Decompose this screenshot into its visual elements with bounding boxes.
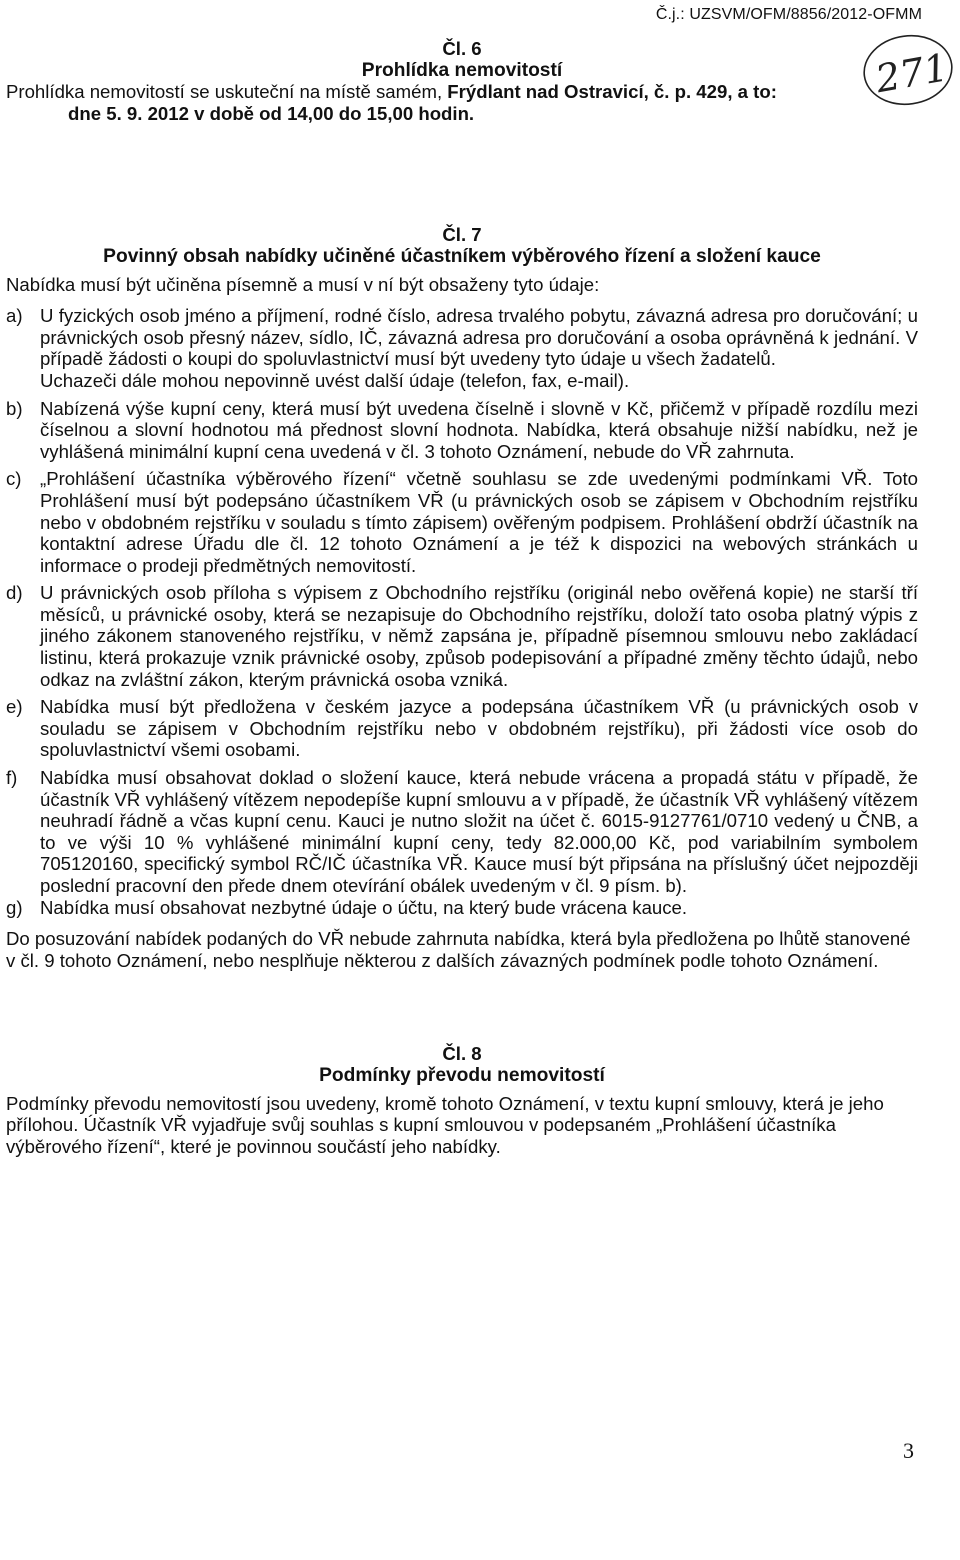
- article-6-text: [6, 81, 918, 103]
- article-7-number: Čl. 7: [442, 224, 482, 246]
- article-6-title: Prohlídka nemovitostí: [361, 59, 563, 81]
- list-item-b: [6, 398, 918, 463]
- list-item-f: [6, 767, 918, 897]
- article-7-closing: Do posuzování nabídek podaných do VŘ nebude zahrnuta nabídka, která byla předložena po lhůtě stanovené v čl. 9 tohoto Oznámení, nebo nesplňuje některou z dalších závazných podmínek podle tohoto Oznámení.: [6, 928, 911, 971]
- svg-text:271: 271: [872, 45, 952, 102]
- list-item-g: [6, 897, 918, 919]
- list-item-d: [6, 582, 918, 690]
- item-label: c): [6, 468, 22, 490]
- article-6-place: Frýdlant nad Ostravicí, č. p. 429, a to:: [447, 81, 777, 103]
- document-body: [6, 38, 918, 1157]
- article-7-title: Povinný obsah nabídky učiněné účastníkem výběrového řízení a složení kauce: [103, 245, 821, 267]
- item-label: b): [6, 397, 23, 419]
- article-8-text: Podmínky převodu nemovitostí jsou uvedeny, kromě tohoto Oznámení, v textu kupní smlouvy, která je jeho přílohou. Účastník VŘ vyjadřuje svůj souhlas s kupní smlouvou v podepsaném „Prohlášení účastníka výběrového řízení“, které je povinnou součástí jeho nabídky.: [6, 1092, 884, 1157]
- item-text: U fyzických osob jméno a příjmení, rodné číslo, adresa trvalého pobytu, závazná adresa pro doručování; u právnických osob přesný název, sídlo, IČ, závazná adresa pro doručování a osoba oprávněná k jednání. V případě žádosti o koupi do spoluvlastnictví musí být uvedeny tyto údaje u všech žadatelů.: [40, 305, 918, 370]
- item-text: U právnických osob příloha s výpisem z Obchodního rejstříku (originál nebo ověřená kopie) ne starší tří měsíců, u právnické osoby, která se nezapisuje do Obchodního rejstříku, doloží tato osoba platný výpis z jiného zákonem stanoveného rejstříku, v němž zapsána je, případně písemnou smlouvu nebo zakládací listinu, která prokazuje vznik právnické osoby, způsob podepisování a případné změny těchto údajů, nebo odkaz na zvláštní zákon, kterým právnická osoba vzniká.: [40, 582, 918, 690]
- item-label: d): [6, 582, 23, 604]
- list-item-e: [6, 696, 918, 761]
- item-text: Nabídka musí být předložena v českém jazyce a podepsána účastníkem VŘ (u právnických osob v souladu se zápisem v Obchodním rejstříku nebo v obdobném rejstříku), při žádosti více osob do spoluvlastnictví všemi osobami.: [40, 696, 918, 761]
- article-6-text-main: Prohlídka nemovitostí se uskuteční na místě samém,: [6, 81, 448, 103]
- article-8-title: Podmínky převodu nemovitostí: [319, 1064, 605, 1086]
- page-number: 3: [903, 1438, 914, 1463]
- item-label: a): [6, 305, 23, 327]
- item-text: Nabídka musí obsahovat doklad o složení kauce, která nebude vrácena a propadá státu v případě, že účastník VŘ vyhlášený vítězem nepodepíše kupní smlouvu a v případě, že účastník VŘ vyhlášený vítězem neuhradí řádně a včas kupní cenu. Kauci je nutno složit na účet č. 6015-9127761/0710 vedený u ČNB, a to ve výši 10 % vyhlášené minimální kupní ceny, tedy 82.000,00 Kč, pod variabilním symbolem 705120160, specifický symbol RČ/IČ účastníka VŘ. Kauce musí být připsána na příslušný účet nejpozději poslední pracovní den přede dnem otevírání obálek uvedeným v čl. 9 písm. b).: [40, 767, 918, 896]
- list-item-c: [6, 468, 918, 576]
- article-8-number: Čl. 8: [442, 1043, 482, 1065]
- list-item-a: [6, 305, 918, 391]
- article-7-intro: Nabídka musí být učiněna písemně a musí v ní být obsaženy tyto údaje:: [6, 273, 600, 295]
- document-reference: Č.j.: UZSVM/OFM/8856/2012-OFMM: [655, 6, 922, 23]
- item-text: „Prohlášení účastníka výběrového řízení“ včetně souhlasu se zde uvedenými podmínkami VŘ. Toto Prohlášení musí být podepsáno účastníkem VŘ (u právnických osob se zápisem v Obchodním rejstříku nebo v obdobném rejstříku v souladu s tímto zápisem) ověřeným podpisem. Prohlášení obdrží účastník na kontaktní adrese Úřadu dle čl. 12 tohoto Oznámení a je též k dispozici na webových stránkách u informace o prodeji předmětných nemovitostí.: [40, 468, 918, 576]
- item-text: Nabídka musí obsahovat nezbytné údaje o účtu, na který bude vrácena kauce.: [40, 896, 688, 918]
- item-text: Nabízená výše kupní ceny, která musí být uvedena číselně i slovně v Kč, přičemž v případě rozdílu mezi číselnou a slovní hodnotou má přednost slovní hodnota. Nabídka, která obsahuje nižší nabídku, než je vyhlášená minimální kupní cena uvedená v čl. 3 tohoto Oznámení, nebude do VŘ zahrnuta.: [40, 397, 918, 462]
- item-label: e): [6, 696, 23, 718]
- article-6-number: Čl. 6: [442, 38, 482, 59]
- item-extra-text: Uchazeči dále mohou nepovinně uvést další údaje (telefon, fax, e-mail).: [40, 369, 630, 391]
- article-6-date: dne 5. 9. 2012 v době od 14,00 do 15,00 hodin.: [68, 102, 475, 124]
- item-label: g): [6, 896, 23, 918]
- item-label: f): [6, 767, 18, 789]
